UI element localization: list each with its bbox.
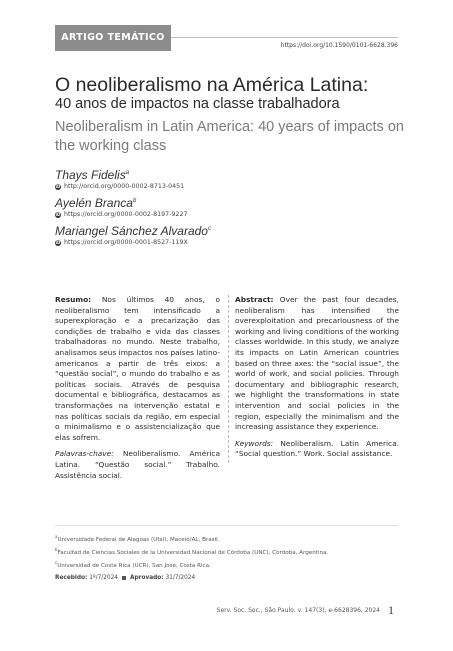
author-name: Thays Fidelis — [55, 168, 126, 182]
orcid-icon: iD — [55, 211, 61, 217]
received-date: 1º/7/2024 — [89, 574, 118, 581]
approved-label: Aprovado: — [129, 574, 164, 581]
affiliations-block — [55, 525, 398, 583]
orcid-link[interactable]: https://orcid.org/0000-0002-8197-9227 — [64, 211, 188, 218]
journal-citation: Serv. Soc. Soc., São Paulo, v. 147(3), e-6628396, 2024 — [216, 607, 380, 614]
keywords-label: Palavras-chave: — [55, 449, 114, 459]
keywords-label: Keywords: — [235, 438, 274, 448]
author-affiliation-mark: a — [125, 170, 130, 176]
author — [55, 194, 395, 219]
title-english: Neoliberalism in Latin America: 40 years of impacts on the working class — [55, 119, 404, 154]
doi-link[interactable]: https://doi.org/10.1590/0101-6628.396 — [280, 42, 398, 49]
author-affiliation-mark: b — [132, 198, 137, 204]
author-name: Ayelén Branca — [55, 196, 133, 210]
abstract-english — [235, 295, 399, 466]
author-affiliation-mark: c — [207, 226, 211, 232]
author-list — [55, 166, 395, 250]
header-rule — [171, 37, 398, 38]
abstract-label: Resumo: — [55, 295, 92, 304]
page-number: 1 — [388, 603, 394, 617]
column-divider — [228, 295, 229, 463]
orcid-link[interactable]: https://orcid.org/0000-0001-8527-119X — [64, 239, 188, 246]
abstract-text: Over the past four decades, neoliberalism has intensified the overexploitation and precariousness of the working and living conditions of the working classes worldwide. In this study, we analyze its impacts on Latin American countries based on three axes: the “social issue”, the world of work, and social policies. Through documentary and bibliographic research, we highlight the transformations in state intervention and social policies in the region, especially the minimalism and the increasing assistance they experience. — [235, 295, 399, 432]
author — [55, 222, 395, 247]
affiliation: $^c$Universidad de Costa Rica (UCR), San José, Costa Rica. — [55, 559, 211, 569]
keywords-text: Neoliberalismo. América Latina. “Questão social.” Trabalho. Assistência social. — [55, 449, 220, 480]
submission-dates — [55, 573, 398, 583]
orcid-icon: iD — [55, 183, 61, 189]
affiliation: $^a$Universidade Federal de Alagoas (Ufal), Maceió/AL, Brasil. — [55, 534, 220, 543]
orcid-link[interactable]: http://orcid.org/0000-0002-8713-0451 — [64, 183, 185, 190]
keywords-text: Neoliberalism. Latin America. “Social question.” Work. Social assistance. — [235, 438, 399, 459]
orcid-icon: iD — [55, 239, 61, 245]
title-portuguese: O neoliberalismo na América Latina: — [55, 74, 369, 96]
author-name: Mariangel Sánchez Alvarado — [55, 224, 208, 238]
received-label: Recebido: — [55, 574, 88, 581]
subtitle-portuguese: 40 anos de impactos na classe trabalhadora — [55, 96, 340, 112]
approved-date: 31/7/2024 — [165, 574, 196, 581]
separator-square-icon — [122, 576, 126, 580]
affiliation: $^b$Facultad de Ciencias Sociales de la Universidad Nacional de Córdoba (UNC), Córdoba, Argentina. — [55, 546, 329, 556]
abstract-portuguese — [55, 295, 220, 487]
article-header — [55, 25, 398, 51]
author — [55, 166, 395, 191]
section-tag: ARTIGO TEMÁTICO — [55, 25, 171, 51]
abstract-label: Abstract: — [235, 295, 274, 304]
abstract-text: Nos últimos 40 anos, o neoliberalismo tem intensificado a superexploração e a precarização das condições de trabalho e vida das classes trabalhadoras no mundo. Neste trabalho, analisamos seus impactos nos países latino-americanos a partir de três eixos: a “questão social”, o mundo do trabalho e as políticas sociais. Através de pesquisa documental e bibliográfica, destacamos as transformações na intervenção estatal e nas políticas sociais da região, em especial o minimalismo e o assistencialização que elas sofrem. — [55, 295, 220, 442]
